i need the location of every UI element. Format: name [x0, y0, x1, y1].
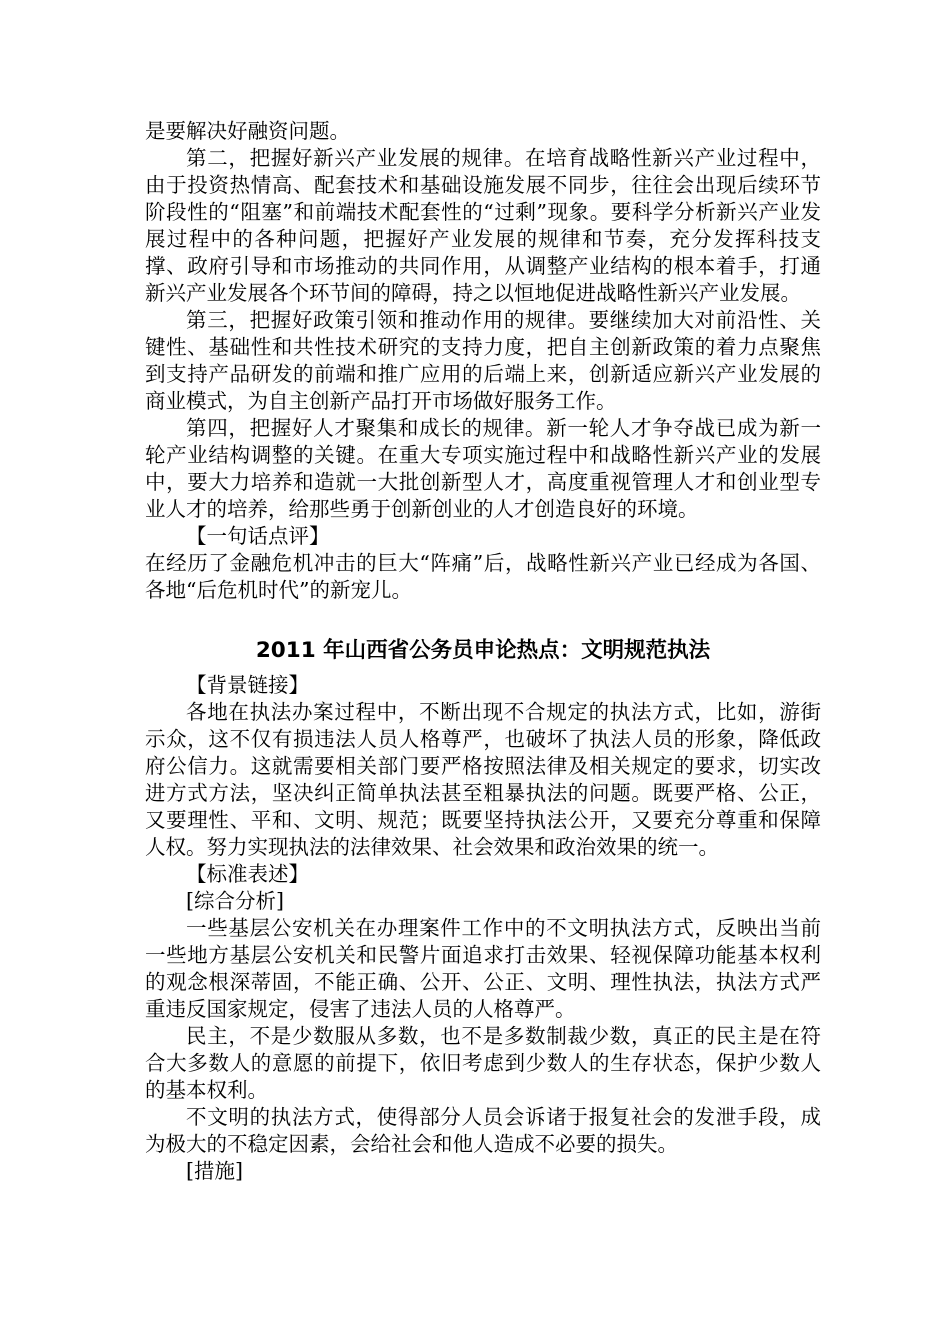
paragraph-point-two: 第二，把握好新兴产业发展的规律。在培育战略性新兴产业过程中，由于投资热情高、配套技术和基础设施发展不同步，往往会出现后续环节阶段性的“阻塞”和前端技术配套性的“过剩”现象。要科学分析新兴产业发展过程中的各种问题，把握好产业发展的规律和节奏，充分发挥科技支撑、政府引导和市场推动的共同作用，从调整产业结构的根本着手，打通新兴产业发展各个环节间的障碍，持之以恒地促进战略性新兴产业发展。: [145, 146, 821, 305]
background-paragraph: 各地在执法办案过程中，不断出现不合规定的执法方式，比如，游街示众，这不仅有损违法人员人格尊严，也破坏了执法人员的形象，降低政府公信力。这就需要相关部门要严格按照法律及相关规定的要求，切实改进方式方法，坚决纠正简单执法甚至粗暴执法的问题。既要严格、公正，又要理性、平和、文明、规范；既要坚持执法公开，又要充分尊重和保障人权。努力实现执法的法律效果、社会效果和政治效果的统一。: [145, 700, 821, 859]
comment-paragraph: 在经历了金融危机冲击的巨大“阵痛”后，战略性新兴产业已经成为各国、各地“后危机时代”的新宠儿。: [145, 551, 821, 602]
background-heading: 【背景链接】: [186, 673, 309, 697]
analysis-paragraph-1: 一些基层公安机关在办理案件工作中的不文明执法方式，反映出当前一些地方基层公安机关和民警片面追求打击效果、轻视保障功能基本权利的观念根深蒂固，不能正确、公开、公正、文明、理性执法，执法方式严重违反国家规定，侵害了违法人员的人格尊严。: [145, 916, 821, 1021]
comment-heading: 【一句话点评】: [186, 524, 330, 548]
analysis-heading: [综合分析]: [186, 889, 284, 913]
article-title: 2011 年山西省公务员申论热点：文明规范执法: [255, 638, 711, 663]
analysis-paragraph-2: 民主，不是少数服从多数，也不是多数制裁少数，真正的民主是在符合大多数人的意愿的前提下，依旧考虑到少数人的生存状态，保护少数人的基本权利。: [145, 1024, 821, 1102]
measures-heading: [措施]: [186, 1159, 243, 1183]
standard-heading: 【标准表述】: [186, 862, 309, 886]
paragraph-continuation: 是要解决好融资问题。: [145, 119, 350, 143]
analysis-paragraph-3: 不文明的执法方式，使得部分人员会诉诸于报复社会的发泄手段，成为极大的不稳定因素，会给社会和他人造成不必要的损失。: [145, 1105, 821, 1156]
paragraph-point-four: 第四，把握好人才聚集和成长的规律。新一轮人才争夺战已成为新一轮产业结构调整的关键。在重大专项实施过程中和战略性新兴产业的发展中，要大力培养和造就一大批创新型人才，高度重视管理人才和创业型专业人才的培养，给那些勇于创新创业的人才创造良好的环境。: [145, 416, 821, 521]
document-page: [145, 118, 821, 1185]
paragraph-point-three: 第三，把握好政策引领和推动作用的规律。要继续加大对前沿性、关键性、基础性和共性技术研究的支持力度，把自主创新政策的着力点聚焦到支持产品研发的前端和推广应用的后端上来，创新适应新兴产业发展的商业模式，为自主创新产品打开市场做好服务工作。: [145, 308, 821, 413]
